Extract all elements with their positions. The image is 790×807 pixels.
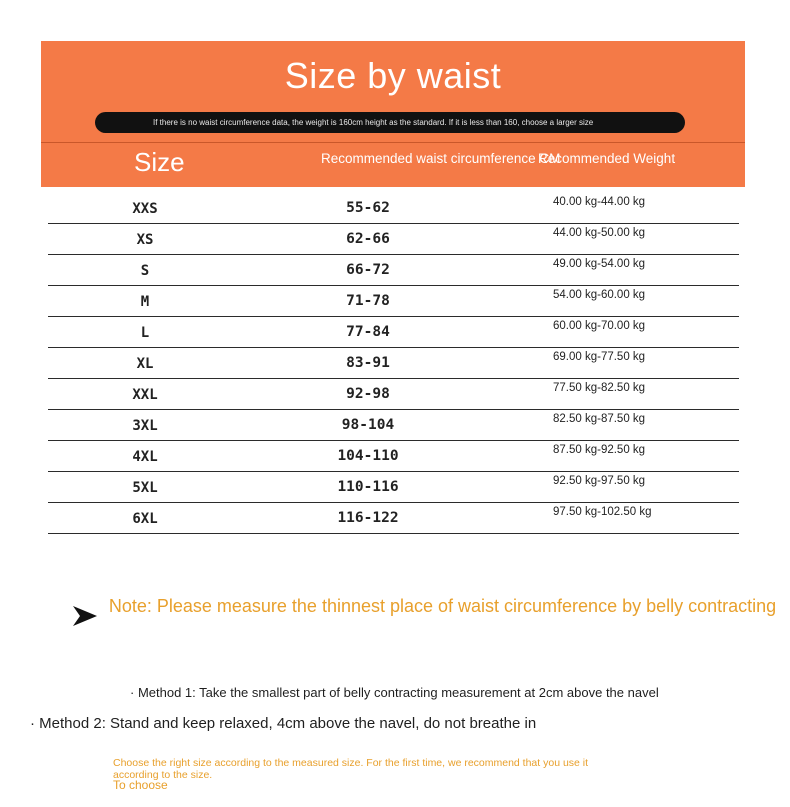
size-cell: M	[140, 294, 150, 310]
method-1-text: · Method 1: Take the smallest part of belly contracting measurement at 2cm above the navel	[130, 685, 659, 700]
size-cell: 4XL	[132, 449, 158, 465]
waist-cell: 110-116	[337, 479, 399, 495]
weight-cell: 44.00 kg-50.00 kg	[553, 227, 646, 239]
size-cell: XXS	[132, 201, 158, 217]
table-row	[48, 472, 739, 503]
weight-cell: 60.00 kg-70.00 kg	[553, 320, 646, 332]
table-row	[48, 193, 739, 224]
weight-cell: 77.50 kg-82.50 kg	[553, 382, 646, 394]
waist-cell: 66-72	[346, 262, 390, 278]
waist-cell: 92-98	[346, 386, 390, 402]
note-banner-text: If there is no waist circumference data, the weight is 160cm height as the standard. If it is less than 160, choose a larger size	[153, 118, 594, 127]
weight-cell: 54.00 kg-60.00 kg	[553, 289, 646, 301]
weight-cell: 49.00 kg-54.00 kg	[553, 258, 646, 270]
column-header-size: Size	[134, 147, 185, 177]
table-row	[48, 224, 739, 255]
size-cell: XL	[136, 356, 154, 372]
weight-cell: 97.50 kg-102.50 kg	[553, 506, 652, 518]
size-chart-header	[41, 41, 745, 187]
page-title: Size by waist	[284, 55, 502, 96]
note-banner	[95, 112, 685, 133]
waist-cell: 62-66	[346, 231, 390, 247]
table-row	[48, 255, 739, 286]
table-row	[48, 441, 739, 472]
to-choose-text: To choose	[113, 778, 168, 792]
table-row	[48, 286, 739, 317]
method-2-text: · Method 2: Stand and keep relaxed, 4cm above the navel, do not breathe in	[30, 715, 537, 732]
size-cell: L	[140, 325, 150, 341]
column-header-waist: Recommended waist circumference CM	[321, 151, 561, 166]
weight-cell: 92.50 kg-97.50 kg	[553, 475, 646, 487]
size-cell: 3XL	[132, 418, 158, 434]
size-cell: 6XL	[132, 511, 158, 527]
column-header-weight: Recommended Weight	[538, 151, 676, 166]
waist-cell: 55-62	[346, 200, 390, 216]
waist-cell: 83-91	[346, 355, 390, 371]
size-cell: S	[140, 263, 150, 279]
weight-cell: 40.00 kg-44.00 kg	[553, 196, 646, 208]
table-row	[48, 503, 739, 534]
table-row	[48, 410, 739, 441]
waist-cell: 77-84	[346, 324, 390, 340]
choose-size-advice: Choose the right size according to the measured size. For the first time, we recommend that you use it according to the size.	[113, 757, 589, 781]
waist-cell: 98-104	[341, 417, 395, 433]
table-row	[48, 317, 739, 348]
size-cell: XXL	[132, 387, 158, 403]
table-row	[48, 379, 739, 410]
waist-cell: 104-110	[337, 448, 399, 464]
weight-cell: 69.00 kg-77.50 kg	[553, 351, 646, 363]
waist-cell: 71-78	[346, 293, 390, 309]
table-row	[48, 348, 739, 379]
weight-cell: 87.50 kg-92.50 kg	[553, 444, 646, 456]
size-table	[48, 193, 739, 534]
size-cell: 5XL	[132, 480, 158, 496]
measurement-note: Note: Please measure the thinnest place of waist circumference by belly contracting	[108, 596, 777, 616]
size-cell: XS	[136, 232, 154, 248]
header-divider	[41, 142, 745, 143]
weight-cell: 82.50 kg-87.50 kg	[553, 413, 646, 425]
waist-cell: 116-122	[337, 510, 399, 526]
